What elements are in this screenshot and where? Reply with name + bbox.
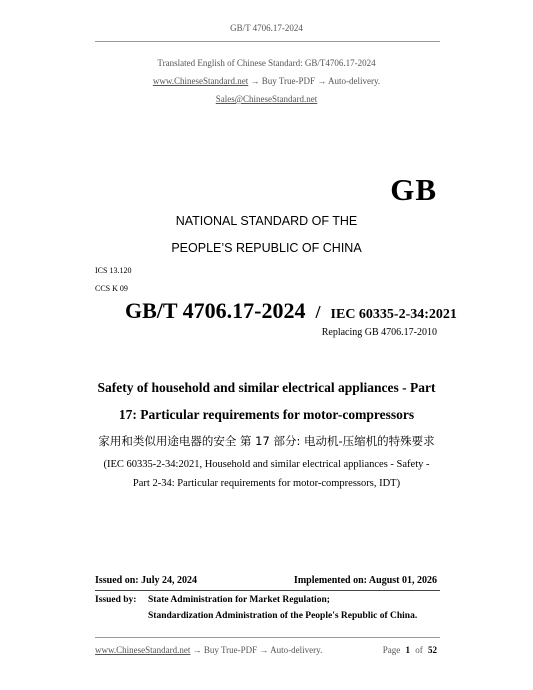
running-header: GB/T 4706.17-2024 (230, 23, 303, 33)
total-pages: 52 (428, 645, 437, 655)
iec-equivalent-line-1: (IEC 60335-2-34:2021, Household and similar electrical appliances - Safety - (103, 459, 430, 470)
email-line (0, 94, 533, 104)
ccs-code: CCS K 09 (95, 284, 128, 293)
footer-buy-text: → Buy True-PDF → Auto-delivery. (192, 645, 323, 655)
standard-number: GB/T 4706.17-2024 (125, 298, 306, 323)
page-indicator (383, 645, 437, 655)
number-separator: / (315, 302, 321, 322)
site-link[interactable]: www.ChineseStandard.net (152, 76, 249, 86)
national-line-2: PEOPLE’S REPUBLIC OF CHINA (171, 241, 362, 255)
footer-site-link[interactable]: www.ChineseStandard.net (95, 645, 191, 655)
issuer-line-2: Standardization Administration of the People's Republic of China. (148, 611, 418, 621)
title-line-2: 17: Particular requirements for motor-compressors (118, 407, 415, 422)
ics-code: ICS 13.120 (95, 266, 132, 275)
dates-divider (95, 590, 440, 591)
header-divider (95, 41, 440, 42)
issuer-line-1: State Administration for Market Regulation; (148, 595, 330, 605)
national-line-1: NATIONAL STANDARD OF THE (175, 214, 358, 228)
implemented-date: Implemented on: August 01, 2026 (293, 575, 437, 586)
buy-text: → Buy True-PDF → Auto-delivery. (250, 76, 381, 86)
of-label: of (415, 645, 423, 655)
iec-equivalent-line-2: Part 2-34: Particular requirements for motor-compressors, IDT) (132, 478, 401, 489)
page-number: 1 (405, 645, 410, 655)
issued-by-label: Issued by: (95, 595, 137, 605)
email-link[interactable]: Sales@ChineseStandard.net (215, 94, 318, 104)
title-line-1: Safety of household and similar electrical appliances - Part (97, 380, 436, 395)
issued-date: Issued on: July 24, 2024 (95, 575, 197, 586)
translated-notice: Translated English of Chinese Standard: GB/T4706.17-2024 (157, 58, 376, 68)
replacing-note: Replacing GB 4706.17-2010 (321, 327, 437, 338)
chinese-title: 家用和类似用途电器的安全 第 17 部分: 电动机-压缩机的特殊要求 (98, 434, 435, 448)
page-label: Page (382, 645, 401, 655)
footer-divider (95, 637, 440, 638)
iec-number: IEC 60335-2-34:2021 (330, 307, 457, 322)
purchase-line (0, 76, 533, 86)
standard-number-line (125, 298, 457, 324)
footer-purchase-line (95, 645, 322, 655)
gb-logo: GB (390, 172, 437, 207)
